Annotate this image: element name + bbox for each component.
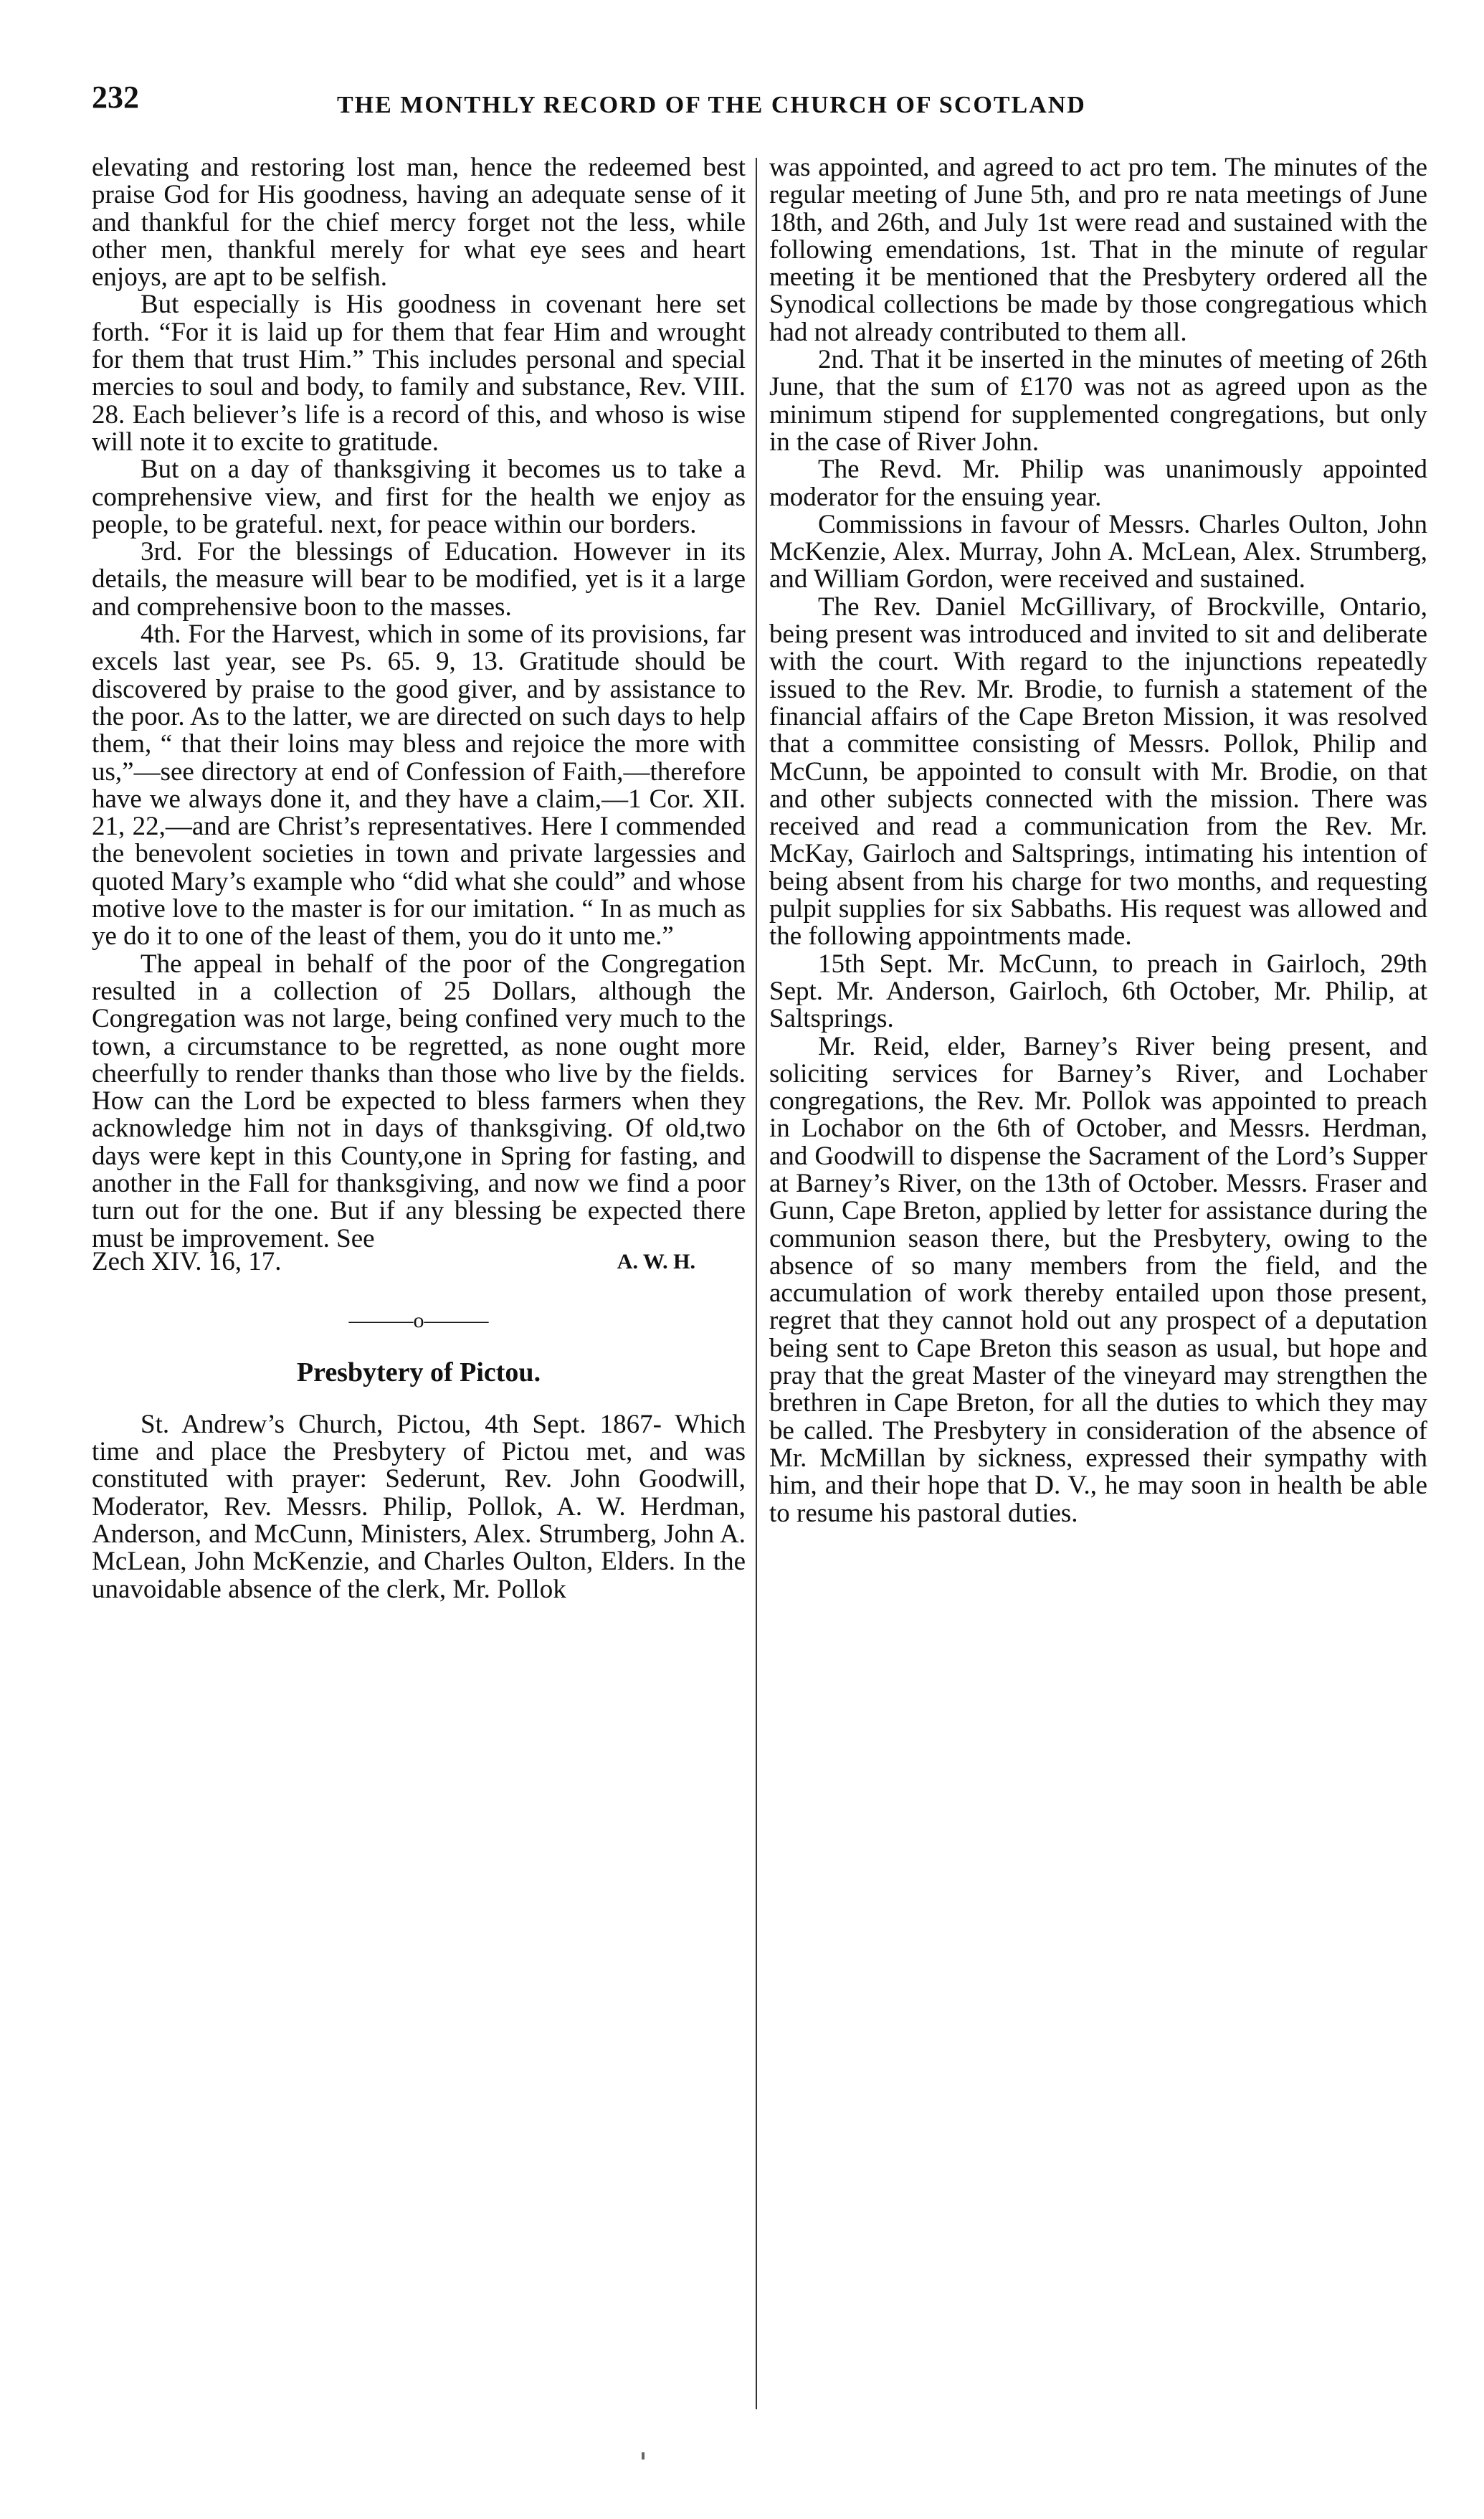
section-divider: ———o——— xyxy=(348,1309,489,1333)
right-column xyxy=(769,154,1427,1527)
paragraph: 2nd. That it be inserted in the minutes of meeting of 26th June, that the sum of £170 was not as agreed upon as the minimum stipend for supplemented congregations, but only in the case of River John. xyxy=(769,345,1427,457)
paragraph: St. Andrew’s Church, Pictou, 4th Sept. 1867- Which time and place the Presbytery of Pictou met, and was constituted with prayer: Sederunt, Rev. John Goodwill, Moderator, Rev. Messrs. Philip, Pollok, A. W. Herdman, Anderson, and McCunn, Ministers, Alex. Strumberg, John A. McLean, John McKenzie, and Charles Oulton, Elders. In the unavoidable absence of the clerk, Mr. Pollok xyxy=(92,1409,746,1604)
print-mark xyxy=(642,2452,645,2459)
scripture-reference: Zech XIV. 16, 17. xyxy=(92,1246,282,1276)
paragraph: The appeal in behalf of the poor of the Congregation resulted in a collection of 25 Dollars, although the Congregation was not large, being confined very much to the town, a circumstance to be regretted, as none ought more cheerfully to render thanks than those who live by the fields. How can the Lord be expected to bless farmers when they acknowledge him not in days of thanksgiving. Of old,two days were kept in this County,one in Spring for fasting, and another in the Fall for thanksgiving, and now we find a poor turn out for the one. But if any blessing be expected there must be improvement. See xyxy=(92,949,746,1253)
page-header xyxy=(0,79,1484,143)
section-heading: Presbytery of Pictou. xyxy=(296,1357,541,1388)
paragraph: But on a day of thanksgiving it becomes us to take a comprehensive view, and first for the health we enjoy as people, to be grateful. next, for peace within our borders. xyxy=(92,455,746,539)
column-rule xyxy=(756,158,757,2409)
paragraph: was appointed, and agreed to act pro tem. The minutes of the regular meeting of June 5th, and pro re nata meetings of June 18th, and 26th, and July 1st were read and sustained with the following emendations, 1st. That in the minute of regular meeting it be mentioned that the Presbytery ordered all the Synodical collections be made by those congregatious which had not already contributed to them all. xyxy=(769,153,1427,347)
paragraph: 3rd. For the blessings of Education. However in its details, the measure will bear to be modified, yet is it a large and comprehensive boon to the masses. xyxy=(92,537,746,622)
paragraph: elevating and restoring lost man, hence the redeemed best praise God for His goodness, having an adequate sense of it and thankful for the chief mercy forget not the less, while other men, thankful merely for what eye sees and heart enjoys, are apt to be selfish. xyxy=(92,153,746,293)
page-number: 232 xyxy=(92,80,139,115)
paragraph: Mr. Reid, elder, Barney’s River being present, and soliciting services for Barney’s River, and Lochaber congregations, the Rev. Mr. Pollok was appointed to preach in Lochabor on the 6th of October, and Messrs. Herdman, and Goodwill to dispense the Sacrament of the Lord’s Supper at Barney’s River, on the 13th of October. Messrs. Fraser and Gunn, Cape Breton, applied by letter for assistance during the communion season there, but the Presbytery, owing to the absence of so many members from the field, and the accumulation of work thereby entailed upon those present, regret that they cannot hold out any prospect of a deputation being sent to Cape Breton this season as usual, but hope and pray that the great Master of the vineyard may strengthen the brethren in Cape Breton, for all the duties to which they may be called. The Presbytery in consideration of the absence of Mr. McMillan by sickness, expressed their sympathy with him, and their hope that D. V., he may soon in health be able to resume his pastoral duties. xyxy=(769,1031,1427,1528)
left-column xyxy=(92,154,746,1603)
running-title: THE MONTHLY RECORD OF THE CHURCH OF SCOTLAND xyxy=(337,92,1086,118)
paragraph: But especially is His goodness in covenant here set forth. “For it is laid up for them that fear Him and wrought for them that trust Him.” This includes personal and special mercies to soul and body, to family and substance, Rev. VIII. 28. Each believer’s life is a record of this, and whoso is wise will note it to excite to gratitude. xyxy=(92,290,746,457)
paragraph: Commissions in favour of Messrs. Charles Oulton, John McKenzie, Alex. Murray, John A. McLean, Alex. Strumberg, and William Gordon, were received and sustained. xyxy=(769,509,1427,594)
paragraph: 15th Sept. Mr. McCunn, to preach in Gairloch, 29th Sept. Mr. Anderson, Gairloch, 6th October, Mr. Philip, at Saltsprings. xyxy=(769,949,1427,1034)
paragraph: The Rev. Daniel McGillivary, of Brockville, Ontario, being present was introduced and invited to sit and deliberate with the court. With regard to the injunctions repeatedly issued to the Rev. Mr. Brodie, to furnish a statement of the financial affairs of the Cape Breton Mission, it was resolved that a committee consisting of Messrs. Pollok, Philip and McCunn, be appointed to consult with Mr. Brodie, on that and other subjects connected with the mission. There was received and read a communication from the Rev. Mr. McKay, Gairloch and Saltsprings, intimating his intention of being absent from his charge for two months, and requesting pulpit supplies for six Sabbaths. His request was allowed and the following appointments made. xyxy=(769,592,1427,952)
paragraph: 4th. For the Harvest, which in some of its provisions, far excels last year, see Ps. 65. 9, 13. Gratitude should be discovered by praise to the good giver, and by assistance to the poor. As to the latter, we are directed on such days to help them, “ that their loins may bless and rejoice the more with us,”—see directory at end of Confession of Faith,—therefore have we always done it, and they have a claim,—1 Cor. XII. 21, 22,—and are Christ’s representatives. Here I commended the benevolent societies in town and private largessies and quoted Mary’s example who “did what she could” and whose motive love to the master is for our imitation. “ In as much as ye do it to one of the least of them, you do it unto me.” xyxy=(92,620,746,952)
paragraph: The Revd. Mr. Philip was unanimously appointed moderator for the ensuing year. xyxy=(769,455,1427,512)
author-signature: A. W. H. xyxy=(617,1249,695,1273)
